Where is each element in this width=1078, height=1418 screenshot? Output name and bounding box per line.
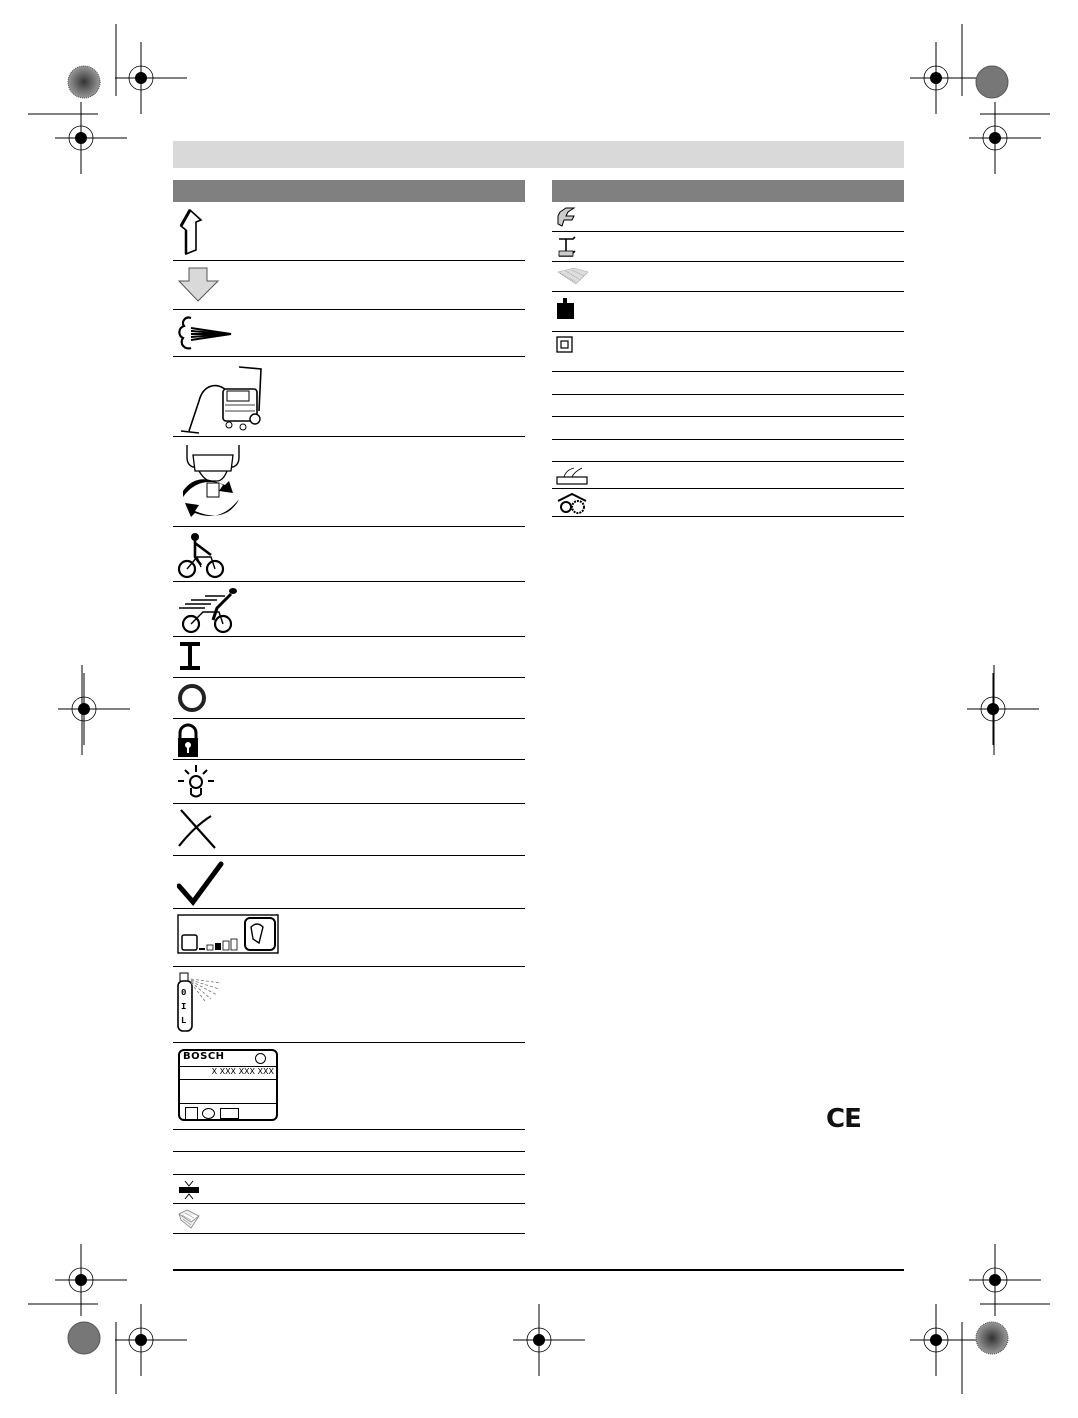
registration-mark-icon — [55, 1244, 127, 1316]
color-wheel-icon — [68, 66, 100, 98]
ce-mark: CE — [826, 1104, 861, 1134]
svg-text:L: L — [181, 1016, 187, 1026]
registration-mark-icon — [910, 1304, 982, 1376]
color-wheel-icon — [68, 1322, 100, 1354]
color-wheel-icon — [976, 66, 1008, 98]
nameplate-brand: BOSCH — [183, 1051, 225, 1062]
registration-mark-icon — [969, 102, 1041, 174]
svg-text:0: 0 — [181, 988, 187, 998]
registration-mark-icon — [910, 42, 982, 114]
nameplate-part-number: X XXX XXX XXX — [211, 1067, 274, 1076]
registration-mark-icon — [58, 673, 130, 745]
registration-mark-icon — [513, 1304, 585, 1376]
registration-mark-icon — [969, 1244, 1041, 1316]
registration-mark-icon — [55, 102, 127, 174]
color-wheel-icon — [976, 1322, 1008, 1354]
svg-text:I: I — [181, 1002, 187, 1012]
registration-mark-icon — [115, 42, 187, 114]
registration-mark-icon — [967, 673, 1039, 745]
registration-mark-icon — [115, 1304, 187, 1376]
